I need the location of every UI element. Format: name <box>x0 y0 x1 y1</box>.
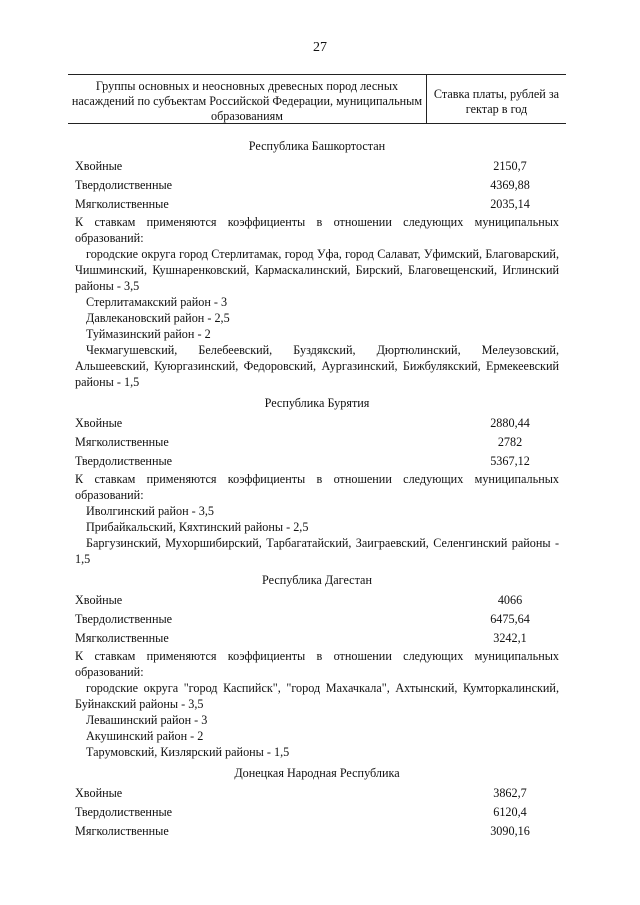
tree-group-label: Хвойные <box>75 416 123 430</box>
rate-value: 6120,4 <box>493 805 527 819</box>
rate-row <box>75 591 559 610</box>
table-header <box>68 74 566 124</box>
tree-group-label: Хвойные <box>75 593 123 607</box>
rate-row <box>75 610 559 629</box>
rate-value: 3242,1 <box>493 631 527 645</box>
coefficient-item: Акушинский район - 2 <box>86 729 204 743</box>
coefficient-item: городские округа "город Каспийск", "город Махачкала", Ахтынский, Кумторкалинский, Буйнакский районы - 3,5 <box>75 681 559 711</box>
rate-value: 2782 <box>497 435 523 449</box>
tree-group-label: Твердолиственные <box>75 178 173 192</box>
rate-value: 3090,16 <box>490 824 530 838</box>
rate-value: 6475,64 <box>490 612 530 626</box>
rate-row <box>75 195 559 214</box>
tree-group-label: Твердолиственные <box>75 454 173 468</box>
header-rate-column: Ставка платы, рублей за гектар в год <box>433 87 560 116</box>
rate-row <box>75 157 559 176</box>
coefficient-item: Левашинский район - 3 <box>86 713 208 727</box>
coefficient-item: Стерлитамакский район - 3 <box>86 295 228 309</box>
rate-value: 3862,7 <box>493 786 527 800</box>
coefficient-intro: К ставкам применяются коэффициенты в отношении следующих муниципальных образований: <box>75 215 559 245</box>
rate-row <box>75 433 559 452</box>
rate-value: 2880,44 <box>490 416 530 430</box>
tree-group-label: Твердолиственные <box>75 612 173 626</box>
tree-group-label: Твердолиственные <box>75 805 173 819</box>
rate-row <box>75 452 559 471</box>
coefficient-item: Давлекановский район - 2,5 <box>86 311 230 325</box>
rate-row <box>75 414 559 433</box>
rate-value: 4066 <box>497 593 523 607</box>
rate-row <box>75 822 559 841</box>
document-body <box>75 137 559 841</box>
tree-group-label: Мягколиственные <box>75 197 169 211</box>
rate-value: 5367,12 <box>490 454 530 468</box>
coefficient-item: Тарумовский, Кизлярский районы - 1,5 <box>86 745 290 759</box>
coefficient-item: Прибайкальский, Кяхтинский районы - 2,5 <box>86 520 309 534</box>
coefficient-intro: К ставкам применяются коэффициенты в отношении следующих муниципальных образований: <box>75 472 559 502</box>
coefficient-item: Баргузинский, Мухоршибирский, Тарбагатайский, Заиграевский, Селенгинский районы - 1,5 <box>75 536 559 566</box>
section-title: Республика Башкортостан <box>248 139 386 153</box>
rate-row <box>75 176 559 195</box>
tree-group-label: Мягколиственные <box>75 435 169 449</box>
rate-value: 2035,14 <box>490 197 530 211</box>
section-title: Республика Дагестан <box>262 573 372 587</box>
section-title: Республика Бурятия <box>264 396 370 410</box>
coefficient-item: городские округа город Стерлитамак, город Уфа, город Салават, Уфимский, Благоварский, Чишминский, Кушнаренковский, Кармаскалинский, Бирский, Благовещенский, Иглинский районы - 3,5 <box>75 247 559 293</box>
page-number: 27 <box>313 40 327 55</box>
coefficient-item: Иволгинский район - 3,5 <box>86 504 214 518</box>
coefficient-item: Чекмагушевский, Белебеевский, Буздякский, Дюртюлинский, Мелеузовский, Альшеевский, Куюргазинский, Федоровский, Аургазинский, Бижбулякский, Ермекеевский районы - 1,5 <box>75 343 559 389</box>
rate-value: 2150,7 <box>493 159 527 173</box>
rate-row <box>75 803 559 822</box>
rate-row <box>75 784 559 803</box>
tree-group-label: Хвойные <box>75 159 123 173</box>
section-title: Донецкая Народная Республика <box>234 766 400 780</box>
tree-group-label: Хвойные <box>75 786 123 800</box>
header-groups-column: Группы основных и неосновных древесных пород лесных насаждений по субъектам Российской Федерации, муниципальным образованиям <box>68 75 427 123</box>
coefficient-intro: К ставкам применяются коэффициенты в отношении следующих муниципальных образований: <box>75 649 559 679</box>
rate-value: 4369,88 <box>490 178 530 192</box>
coefficient-item: Туймазинский район - 2 <box>86 327 211 341</box>
tree-group-label: Мягколиственные <box>75 824 169 838</box>
rate-row <box>75 629 559 648</box>
tree-group-label: Мягколиственные <box>75 631 169 645</box>
